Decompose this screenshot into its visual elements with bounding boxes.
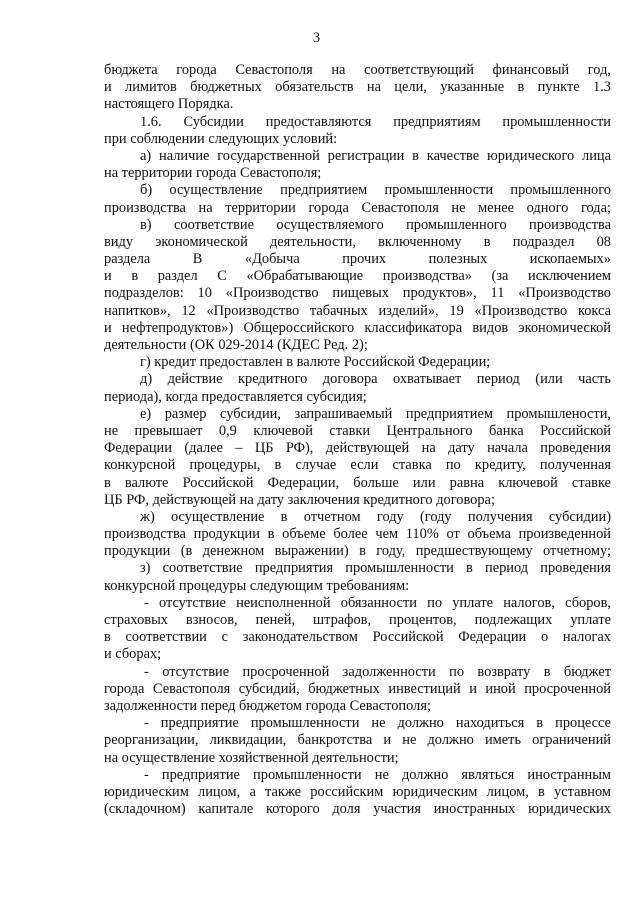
text-line: - отсутствие просроченной задолженности по возврату в бюджет [144, 663, 611, 680]
text-line: конкурсной процедуры следующим требованиям: [104, 577, 410, 594]
text-line: и сборах; [104, 646, 162, 663]
text-line: в валюте Российской Федерации, больше или равна ключевой ставке [104, 474, 611, 491]
text-line: конкурсной процедуры, в случае если ставка по кредиту, полученная [104, 457, 611, 474]
text-line: на осуществление хозяйственной деятельности; [104, 749, 399, 766]
text-line: и нефтепродуктов») Общероссийского классификатора видов экономической [104, 319, 611, 336]
text-line: д) действие кредитного договора охватывает период (или часть [140, 371, 611, 388]
text-line: города Севастополя субсидий, бюджетных инвестиций и иной просроченной [104, 680, 611, 697]
text-line: бюджета города Севастополя на соответствующий финансовый год, [104, 62, 611, 78]
text-line: производства на территории города Севастополя не менее одного года; [104, 199, 611, 216]
text-line: - предприятие промышленности не должно находиться в процессе [144, 715, 611, 732]
text-line: (складочном) капитале которого доля участия иностранных юридических [104, 801, 611, 818]
text-line: не превышает 0,9 ключевой ставки Центрального банка Российской [104, 422, 611, 439]
text-line: виду экономической деятельности, включенному в подраздел 08 [104, 233, 611, 250]
text-line: задолженности перед бюджетом города Севастополя; [104, 697, 431, 714]
text-line: г) кредит предоставлен в валюте Российской Федерации; [140, 354, 491, 371]
text-line: е) размер субсидии, запрашиваемый предприятием промышлености, [140, 405, 611, 422]
text-line: Федерации (далее – ЦБ РФ), действующей на дату начала проведения [104, 440, 611, 457]
text-line: напитков», 12 «Производство табачных изделий», 19 «Производство кокса [104, 302, 611, 319]
text-line: страховых взносов, пеней, штрафов, процентов, подлежащих уплате [104, 612, 611, 628]
text-line: в соответствии с законодательством Российской Федерации о налогах [104, 629, 611, 646]
text-line: и в раздел С «Обрабатывающие производства» (за исключением [104, 268, 611, 285]
text-line: подразделов: 10 «Производство пищевых продуктов», 11 «Производство [104, 285, 611, 302]
text-line: а) наличие государственной регистрации в качестве юридического лица [140, 147, 611, 164]
text-line: 1.6. Субсидии предоставляются предприятиям промышленности [140, 113, 611, 130]
text-line: ЦБ РФ, действующей на дату заключения кредитного договора; [104, 491, 495, 508]
text-line: на территории города Севастополя; [104, 165, 322, 182]
text-line: б) осуществление предприятием промышленности промышленного [140, 182, 611, 199]
page-number: 3 [312, 30, 321, 46]
text-line: раздела В «Добыча прочих полезных ископаемых» [104, 251, 611, 268]
text-line: ж) осуществление в отчетном году (году получения субсидии) [140, 508, 611, 525]
text-line: при соблюдении следующих условий: [104, 130, 338, 147]
text-line: з) соответствие предприятия промышленности в период проведения [140, 560, 611, 577]
text-line: в) соответствие осуществляемого промышленного производства [140, 216, 611, 233]
text-line: реорганизации, ликвидации, банкротства и не должно иметь ограничений [104, 732, 611, 749]
text-line: - предприятие промышленности не должно являться иностранным [144, 766, 611, 783]
document-body [104, 62, 611, 818]
text-line: - отсутствие неисполненной обязанности по уплате налогов, сборов, [144, 594, 611, 611]
text-line: юридическим лицом, а также российским юридическим лицом, в уставном [104, 783, 611, 800]
text-line: настоящего Порядка. [104, 96, 234, 113]
text-line: и лимитов бюджетных обязательств на цели, указанные в пункте 1.3 [104, 79, 611, 96]
text-line: производства продукции в объеме более чем 110% от объема произведенной [104, 526, 611, 543]
text-line: периода), когда предоставляется субсидия; [104, 388, 367, 405]
text-line: продукции (в денежном выражении) в году, предшествующему отчетному; [104, 543, 611, 560]
text-line: деятельности (ОК 029-2014 (КДЕС Ред. 2); [104, 337, 368, 353]
